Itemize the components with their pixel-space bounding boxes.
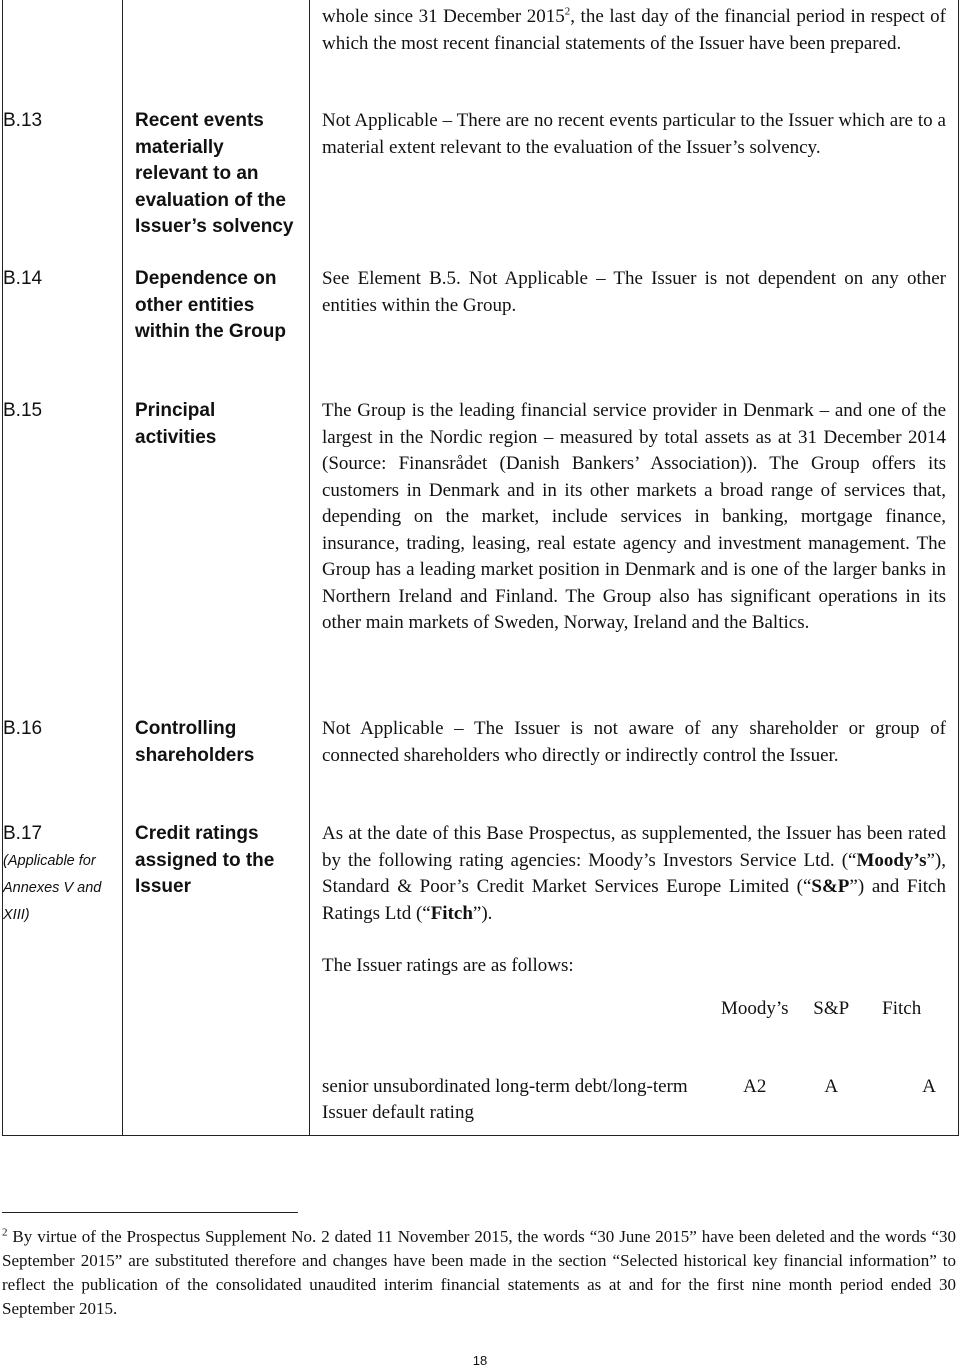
- defined-term-moodys: Moody’s: [856, 849, 927, 871]
- ratings-header-moodys: Moody’s: [720, 997, 789, 1019]
- element-code-cell: [3, 0, 123, 108]
- element-code: B.13: [3, 110, 43, 131]
- rating-value-moodys: A2: [743, 1075, 767, 1097]
- continuation-row: [3, 0, 959, 108]
- element-code-cell: [3, 266, 123, 398]
- applicability-note: (Applicable for Annexes V and XIII): [3, 852, 102, 923]
- element-content-cell: [310, 398, 959, 716]
- ratings-header-sp: S&P: [813, 997, 850, 1019]
- element-title: Dependence on other entities within the Group: [123, 266, 310, 398]
- element-code: B.15: [3, 400, 43, 421]
- defined-term-sp: S&P: [811, 876, 850, 897]
- ratings-lead: The Issuer ratings are as follows:: [322, 955, 574, 976]
- footnote-separator: [2, 1212, 298, 1213]
- element-code-cell: [3, 398, 123, 716]
- element-title: Recent events materially relevant to an evaluation of the Issuer’s solvency: [123, 108, 310, 266]
- ratings-header-row: [322, 996, 946, 1074]
- element-title-cell: [123, 0, 310, 108]
- ratings-header-fitch: Fitch: [882, 997, 922, 1019]
- element-row-b17: [3, 821, 959, 1135]
- element-paragraph: See Element B.5. Not Applicable – The Issuer is not dependent on any other entities within the Group.: [322, 268, 946, 316]
- element-code-cell: [3, 108, 123, 266]
- footnote: [2, 1225, 956, 1321]
- element-content-cell: [310, 821, 959, 1135]
- ratings-row: [322, 1074, 946, 1127]
- element-code: B.14: [3, 268, 43, 289]
- rating-agencies-paragraph: As at the date of this Base Prospectus, as supplemented, the Issuer has been rated by the following rating agencies: Moody’s Investors Service Ltd. (“Moody’s”), Standard & Poor’s Credit Market Services Europe Limited (“S&P”) and Fitch Ratings Ltd (“Fitch”).: [322, 823, 946, 924]
- element-paragraph: The Group is the leading financial service provider in Denmark – and one of the largest in the Nordic region – measured by total assets as at 31 December 2014 (Source: Finansrådet (Danish Bankers’ Association)). The Group offers its customers in Denmark and in its other markets a broad range of services that, depending on the market, include services in banking, mortgage finance, insurance, trading, leasing, real estate agency and investment management. The Group has a leading market position in Denmark and is one of the larger banks in Northern Ireland and Finland. The Group also has significant operations in its other main markets of Sweden, Norway, Ireland and the Baltics.: [322, 400, 946, 633]
- element-row-b15: [3, 398, 959, 716]
- footnote-text: By virtue of the Prospectus Supplement No. 2 dated 11 November 2015, the words “30 June 2015” have been deleted and the words “30 September 2015” are substituted therefore and changes have been made in the section “Selected historical key financial information” to reflect the publication of the consolidated unaudited interim financial statements as at and for the first nine month period ended 30 September 2015.: [2, 1227, 956, 1318]
- rating-type-label: senior unsubordinated long-term debt/long-term Issuer default rating: [322, 1075, 688, 1123]
- element-paragraph: Not Applicable – The Issuer is not aware of any shareholder or group of connected shareholders who directly or indirectly control the Issuer.: [322, 718, 946, 766]
- element-title: Credit ratings assigned to the Issuer: [123, 821, 310, 1135]
- element-row-b16: [3, 716, 959, 821]
- page-number: 18: [472, 1353, 488, 1368]
- element-title: Controlling shareholders: [123, 716, 310, 821]
- ratings-table: [322, 996, 946, 1127]
- footnote-marker: 2: [564, 5, 571, 18]
- defined-term-fitch: Fitch: [430, 902, 473, 924]
- element-paragraph: Not Applicable – There are no recent events particular to the Issuer which are to a material extent relevant to the evaluation of the Issuer’s solvency.: [322, 110, 946, 158]
- continuation-paragraph: whole since 31 December 2015$^2$, the last day of the financial period in respect of which the most recent financial statements of the Issuer have been prepared.: [322, 5, 946, 54]
- footnote-marker: 2: [2, 1226, 8, 1239]
- rating-value-fitch: A: [922, 1075, 936, 1097]
- element-content-cell: [310, 0, 959, 108]
- element-content-cell: [310, 716, 959, 821]
- element-code-cell: [3, 821, 123, 1135]
- element-code: B.16: [3, 718, 43, 739]
- rating-value-sp: A: [824, 1075, 839, 1097]
- element-code-cell: [3, 716, 123, 821]
- element-row-b14: [3, 266, 959, 398]
- element-content-cell: [310, 108, 959, 266]
- element-row-b13: [3, 108, 959, 266]
- element-content-cell: [310, 266, 959, 398]
- element-title: Principal activities: [123, 398, 310, 716]
- element-code: B.17: [3, 823, 43, 844]
- summary-table: [2, 0, 959, 1136]
